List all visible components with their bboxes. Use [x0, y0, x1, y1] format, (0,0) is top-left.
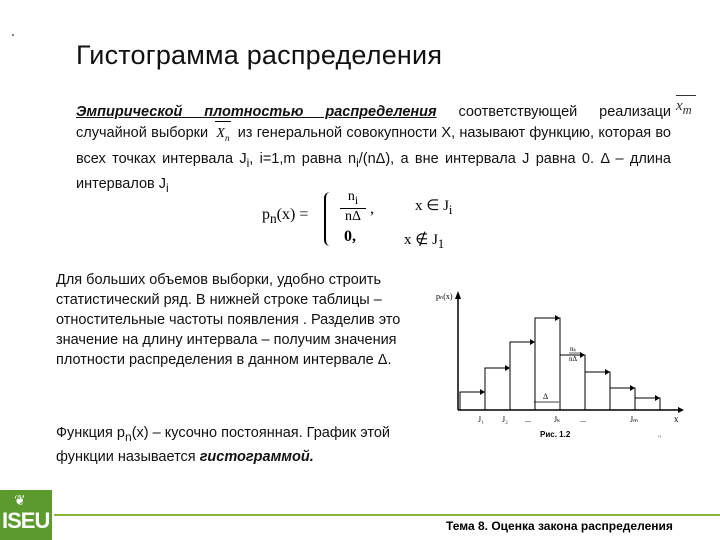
- bar-label-top: nₖ: [570, 345, 577, 353]
- bar-arrow: [505, 365, 510, 371]
- histogram-bar: [460, 392, 485, 410]
- definition-text-3: , i=1,m равна n: [249, 150, 357, 167]
- definition-text-2: из генеральной совокупности X, называют функцию, которая во всех точках интервала J: [76, 125, 671, 167]
- histogram-bar: [485, 368, 510, 410]
- formula-condition-out: [404, 230, 444, 252]
- decor-dot: [12, 34, 14, 36]
- definition-text-1: соответствующей реализаци случайной выборки: [76, 104, 671, 141]
- interval-label: Jₖ: [554, 415, 561, 424]
- y-axis-label: pₙ(x): [436, 292, 453, 301]
- footer-title: Тема 8. Оценка закона распределения: [446, 519, 673, 533]
- x-axis-label: x: [674, 414, 679, 424]
- hist-text-1: Функция p: [56, 425, 125, 441]
- footer-line: [54, 514, 720, 516]
- logo-text: ISEU: [2, 508, 50, 533]
- definition-sub-3: i: [166, 180, 169, 195]
- histogram-bars: [460, 315, 660, 410]
- leaf-icon: ❦: [14, 492, 26, 508]
- cond-out-text: x ∉ J: [404, 232, 438, 248]
- page-title: Гистограмма распределения: [76, 40, 443, 70]
- interval-label: J₁: [478, 415, 484, 424]
- formula-zero: 0,: [344, 228, 356, 245]
- formula-num-n: n: [347, 189, 355, 204]
- vector-bar: [676, 95, 696, 96]
- bar-arrow: [530, 339, 535, 345]
- bar-arrow: [630, 385, 635, 391]
- histogram-bar: [610, 388, 635, 410]
- definition-term: Эмпирической плотностью распределения: [76, 104, 437, 120]
- decor-mark: ": [658, 434, 662, 444]
- formula-denominator: nΔ: [344, 208, 361, 224]
- sample-vector-letter: X: [216, 126, 225, 141]
- cond-in-sub: i: [448, 203, 453, 217]
- formula-condition-in: [415, 196, 452, 218]
- delta-label: Δ: [543, 392, 549, 401]
- definition-sub-2: i: [356, 155, 359, 170]
- definition-text-4: /(nΔ), а вне интервала J равна 0. Δ – длина интервалов J: [76, 150, 671, 192]
- bar-arrow: [655, 395, 660, 401]
- series-paragraph: Для больших объемов выборки, удобно строить статистический ряд. В нижней строке таблицы – отностительные частоты появления . Разделив это значение на длину интервала – получим значения плотности распределения в данном интервале Δ.: [56, 272, 401, 368]
- histogram-paragraph: [56, 423, 418, 467]
- formula-p-sub: n: [270, 211, 277, 227]
- formula-fraction: [340, 190, 366, 225]
- sample-vector: [212, 123, 233, 149]
- interval-label: Jₘ: [630, 415, 639, 424]
- bar-arrow: [555, 315, 560, 321]
- histogram-bar: [585, 372, 610, 410]
- vector-letter: x: [676, 98, 683, 114]
- cond-in-text: x ∈ J: [415, 198, 449, 214]
- interval-labels: [478, 415, 638, 424]
- formula-numerator: [340, 190, 366, 209]
- vector-sub: m: [682, 103, 692, 117]
- interval-label: ...: [580, 415, 586, 424]
- vector-symbol: [676, 98, 692, 118]
- definition-paragraph: [76, 102, 671, 199]
- histogram-bar: [560, 355, 585, 410]
- bar-label-bot: nΔ: [569, 355, 578, 363]
- y-axis-arrow: [455, 291, 461, 299]
- hist-term: гистограммой.: [199, 448, 314, 465]
- bar-arrow: [580, 352, 585, 358]
- bar-arrow: [605, 369, 610, 375]
- cond-out-sub: 1: [437, 237, 445, 251]
- interval-label: J₂: [502, 415, 508, 424]
- definition-sub-1: i: [246, 155, 250, 170]
- sample-vector-sub: n: [224, 132, 230, 143]
- formula-lhs: [262, 206, 308, 227]
- hist-sub: n: [124, 429, 132, 444]
- formula-arg: (x) =: [276, 206, 309, 223]
- formula-p: p: [262, 206, 270, 223]
- hist-text-2: (x) – кусочно постоянная. График этой функции называется: [56, 425, 390, 465]
- histogram-figure: [430, 285, 690, 445]
- formula-comma: ,: [370, 200, 374, 217]
- figure-caption: Рис. 1.2: [540, 430, 571, 439]
- bar-arrow: [480, 389, 485, 395]
- formula-brace: [324, 192, 334, 246]
- density-formula: [262, 189, 472, 252]
- formula-num-sub: i: [354, 193, 359, 207]
- x-axis-arrow: [678, 407, 684, 413]
- interval-label: ...: [525, 415, 531, 424]
- histogram-bar: [510, 342, 535, 410]
